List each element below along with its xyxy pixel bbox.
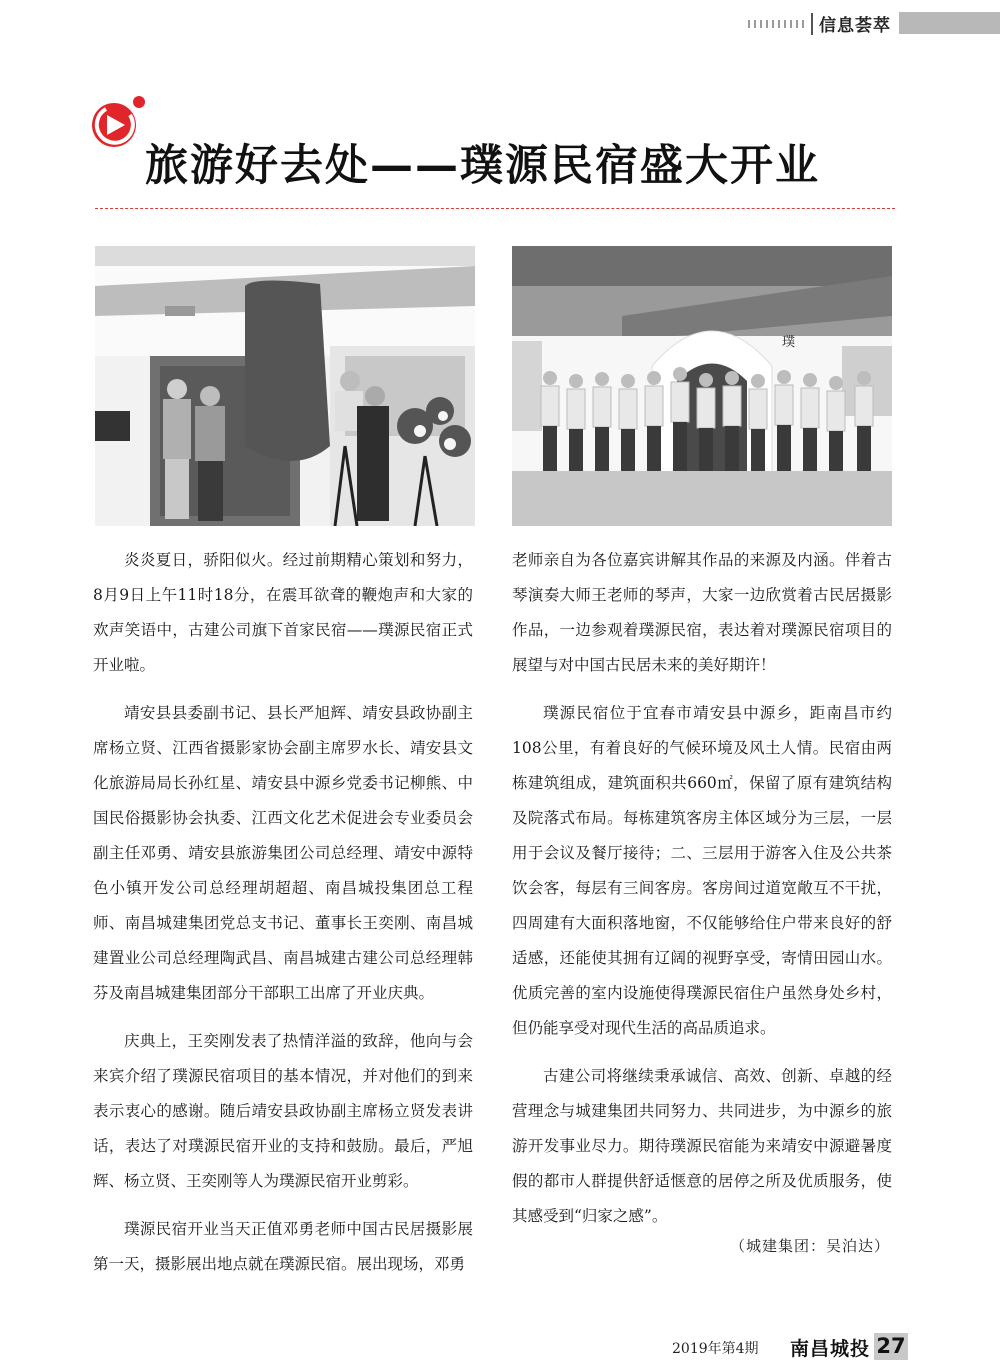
photo-unveiling — [95, 246, 475, 526]
paragraph: 庆典上，王奕刚发表了热情洋溢的致辞，他向与会来宾介绍了璞源民宿项目的基本情况，并对他们的到来表示衷心的感谢。随后靖安县政协副主席杨立贤发表讲话，表达了对璞源民宿开业的支持和鼓励。最后，严旭辉、杨立贤、王奕刚等人为璞源民宿开业剪彩。 — [93, 1032, 473, 1190]
section-title: 信息荟萃 — [819, 16, 891, 36]
paragraph: 璞源民宿开业当天正值邓勇老师中国古民居摄影展第一天，摄影展出地点就在璞源民宿。展出现场，邓勇 — [93, 1220, 473, 1273]
magazine-brand: 南昌城投 — [790, 1338, 871, 1360]
title-divider — [95, 208, 895, 209]
issue-label: 2019年第4期 — [672, 1341, 759, 1357]
body-column-left — [93, 543, 473, 1295]
signboard-text: 璞 — [782, 335, 796, 350]
byline: （城建集团：吴泊达） — [729, 1237, 890, 1255]
paragraph: 古建公司将继续秉承诚信、高效、创新、卓越的经营理念与城建集团共同努力、共同进步，为中源乡的旅游开发事业尽力。期待璞源民宿能为来靖安中源避暑度假的都市人群提供舒适惬意的居停之所及优质服务，使其感受到“归家之感”。 — [512, 1067, 892, 1225]
paragraph: 炎炎夏日，骄阳似火。经过前期精心策划和努力，8月9日上午11时18分，在震耳欲聋的鞭炮声和大家的欢声笑语中，古建公司旗下首家民宿——璞源民宿正式开业啦。 — [93, 551, 473, 674]
header-gray-bar — [899, 12, 1000, 34]
page-number: 27 — [874, 1333, 908, 1360]
article-title: 旅游好去处——璞源民宿盛大开业 — [145, 141, 820, 191]
paragraph: 靖安县县委副书记、县长严旭辉、靖安县政协副主席杨立贤、江西省摄影家协会副主席罗水长、靖安县文化旅游局局长孙红星、靖安县中源乡党委书记柳熊、中国民俗摄影协会执委、江西文化艺术促进会专业委员会副主任邓勇、靖安县旅游集团公司总经理、靖安中源特色小镇开发公司总经理胡超超、南昌城投集团总工程师、南昌城建集团党总支书记、董事长王奕刚、南昌城建置业公司总经理陶武昌、南昌城建古建公司总经理韩芬及南昌城建集团部分干部职工出席了开业庆典。 — [93, 704, 473, 1002]
paragraph-continuation: 老师亲自为各位嘉宾讲解其作品的来源及内涵。伴着古琴演奏大师王老师的琴声，大家一边欣赏着古民居摄影作品，一边参观着璞源民宿，表达着对璞源民宿项目的展望与对中国古民居未来的美好期许！ — [512, 551, 892, 674]
photo-group — [512, 246, 892, 526]
header-decoration — [748, 20, 808, 28]
paragraph: 璞源民宿位于宜春市靖安县中源乡，距南昌市约108公里，有着良好的气候环境及风土人情。民宿由两栋建筑组成，建筑面积共660㎡，保留了原有建筑结构及院落式布局。每栋建筑客房主体区域分为三层，一层用于会议及餐厅接待；二、三层用于游客入住及公共茶饮会客，每层有三间客房。客房间过道宽敞互不干扰，四周建有大面积落地窗，不仅能够给住户带来良好的舒适感，还能使其拥有辽阔的视野享受，寄情田园山水。优质完善的室内设施使得璞源民宿住户虽然身处乡村，但仍能享受对现代生活的高品质追求。 — [512, 704, 892, 1037]
play-icon — [90, 95, 146, 151]
header-divider — [811, 13, 813, 35]
body-column-right — [512, 543, 892, 1247]
